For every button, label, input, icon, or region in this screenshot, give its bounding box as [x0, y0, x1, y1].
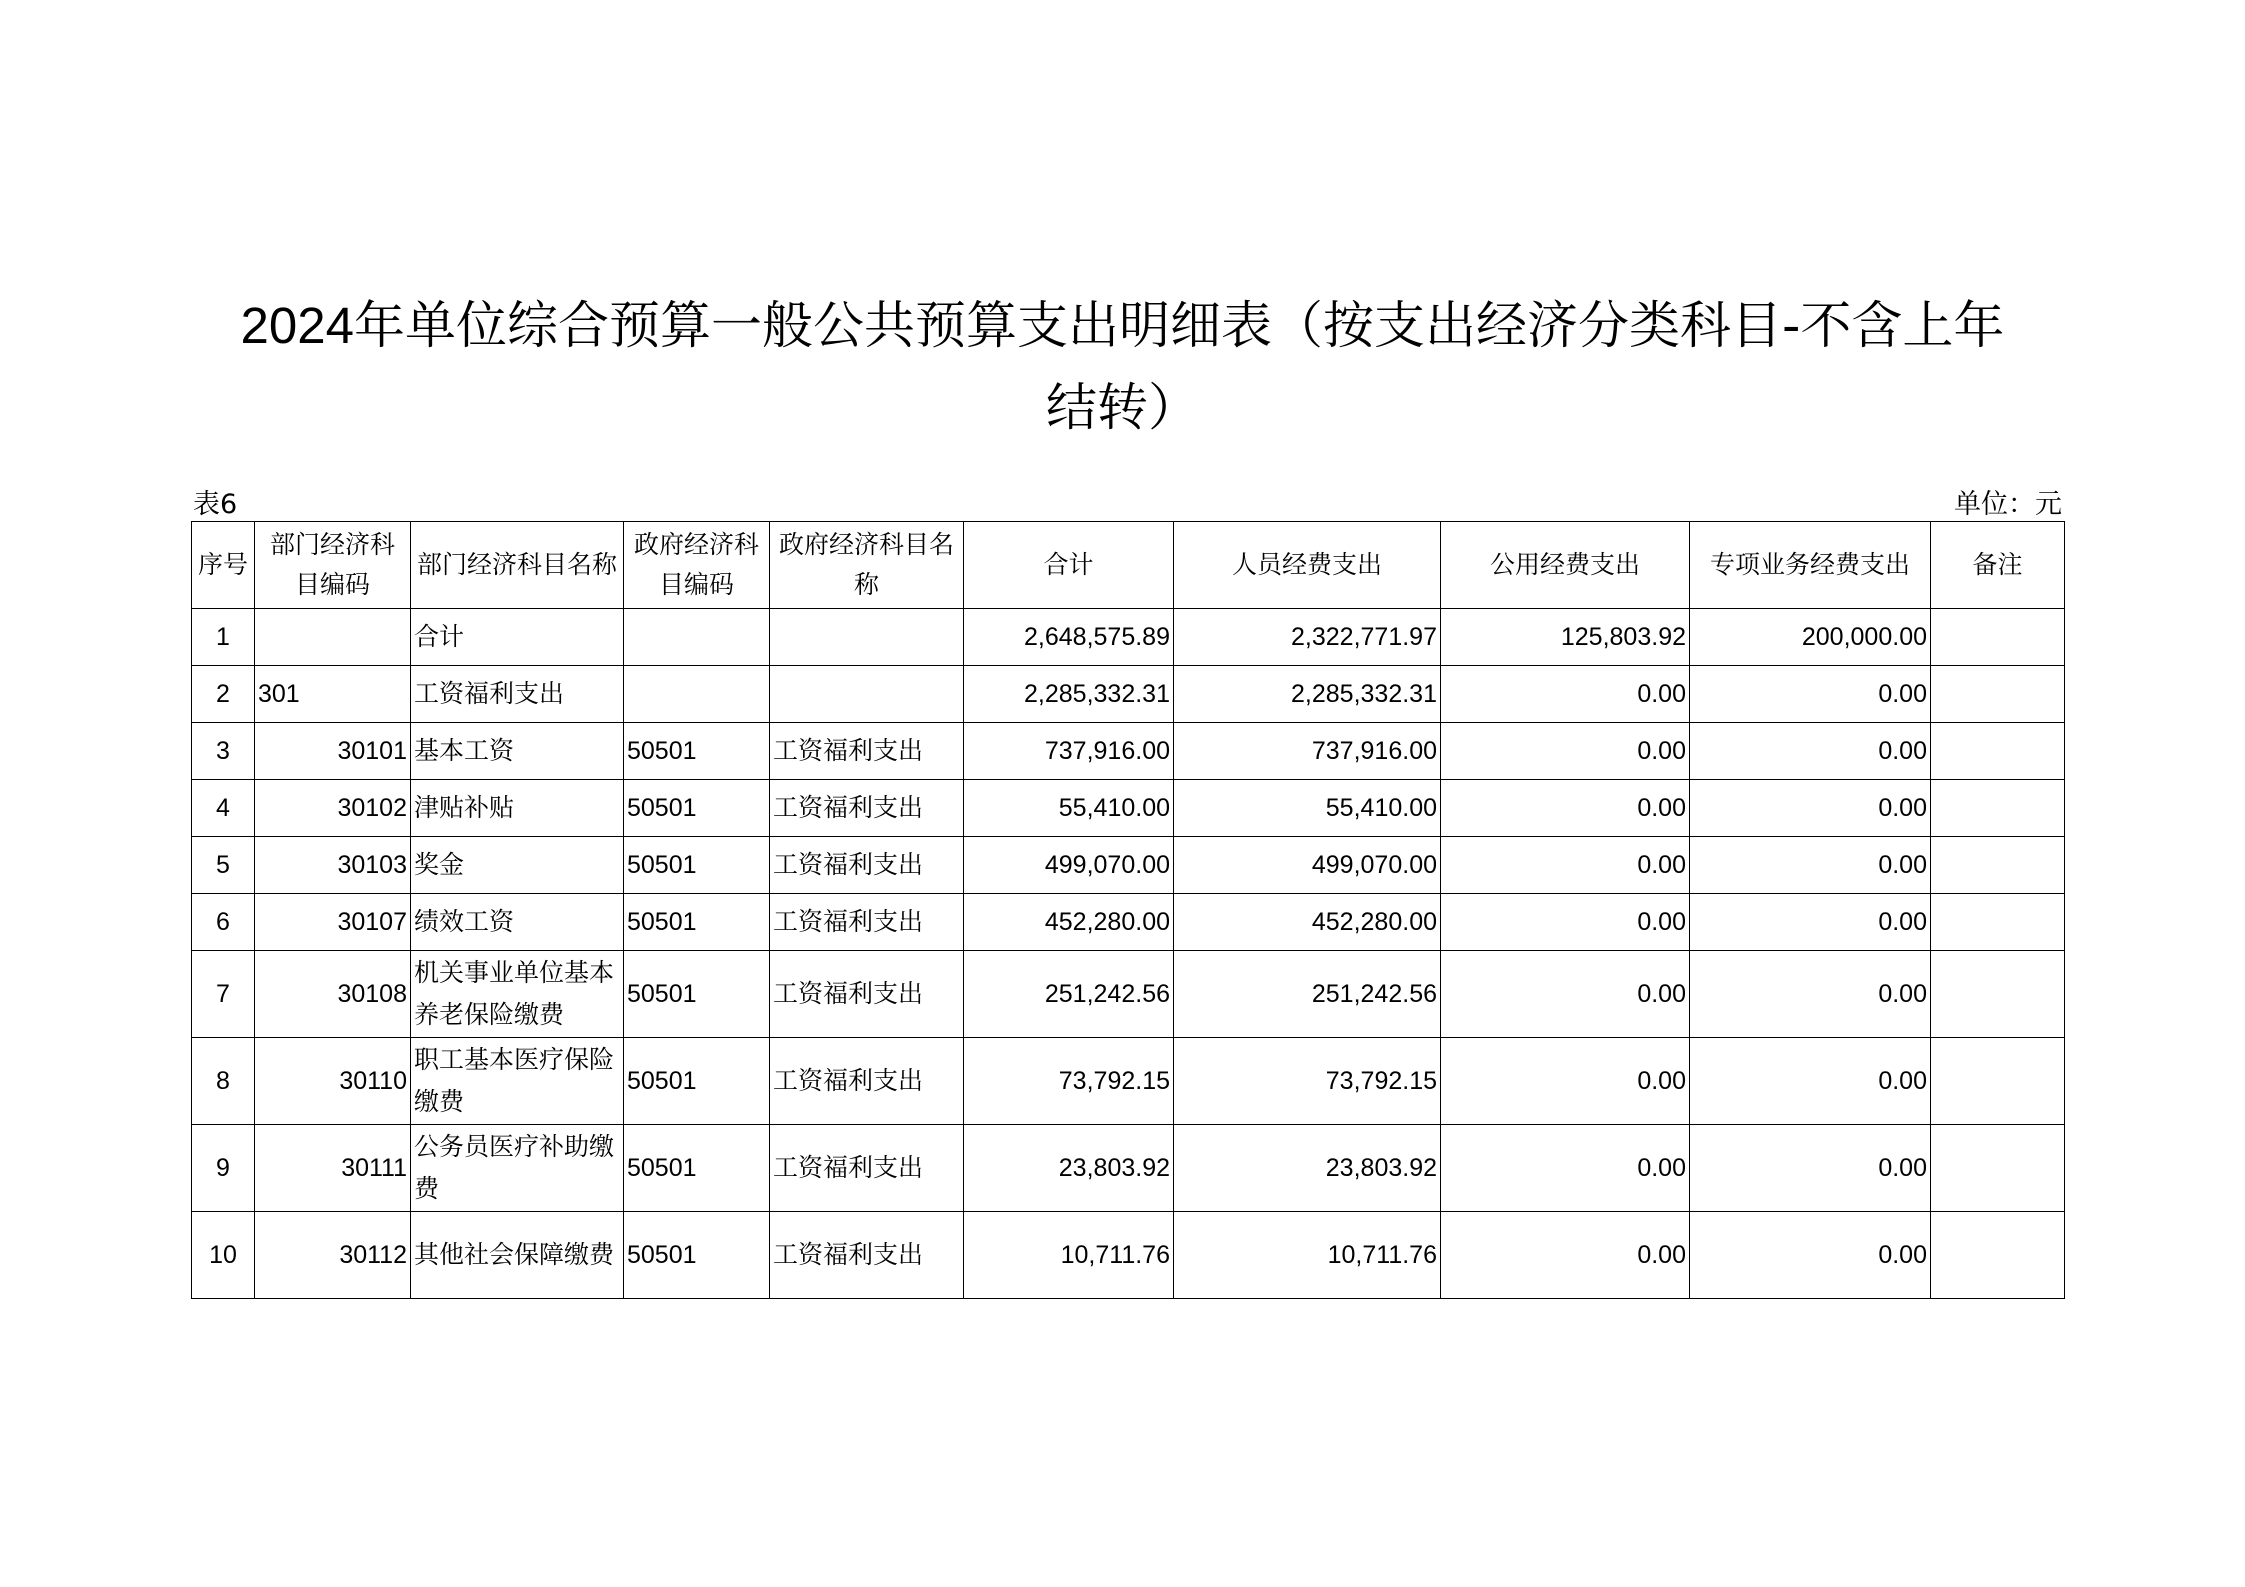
cell-dcode: 30102 — [255, 780, 411, 837]
cell-dname: 其他社会保障缴费 — [411, 1212, 624, 1299]
cell-note — [1931, 666, 2065, 723]
cell-seq: 3 — [192, 723, 255, 780]
cell-dcode: 301 — [255, 666, 411, 723]
cell-seq: 10 — [192, 1212, 255, 1299]
cell-special: 0.00 — [1690, 1212, 1931, 1299]
cell-total: 2,285,332.31 — [964, 666, 1174, 723]
cell-personnel: 2,322,771.97 — [1174, 609, 1441, 666]
cell-special: 0.00 — [1690, 780, 1931, 837]
cell-total: 452,280.00 — [964, 894, 1174, 951]
cell-note — [1931, 951, 2065, 1038]
cell-seq: 2 — [192, 666, 255, 723]
table-row — [192, 837, 2065, 894]
title-text: 年单位综合预算一般公共预算支出明细表（按支出经济分类科目-不含上年 — [354, 297, 2005, 356]
col-header: 合计 — [964, 522, 1174, 609]
table-row — [192, 723, 2065, 780]
cell-special: 0.00 — [1690, 951, 1931, 1038]
cell-gname: 工资福利支出 — [770, 780, 964, 837]
cell-seq: 4 — [192, 780, 255, 837]
cell-gname: 工资福利支出 — [770, 837, 964, 894]
cell-total: 10,711.76 — [964, 1212, 1174, 1299]
cell-total: 499,070.00 — [964, 837, 1174, 894]
col-header: 政府经济科目名称 — [770, 522, 964, 609]
cell-public: 0.00 — [1441, 723, 1690, 780]
table-row — [192, 1125, 2065, 1212]
cell-personnel: 10,711.76 — [1174, 1212, 1441, 1299]
col-header: 专项业务经费支出 — [1690, 522, 1931, 609]
cell-gcode: 50501 — [624, 1038, 770, 1125]
cell-dname: 津贴补贴 — [411, 780, 624, 837]
cell-seq: 9 — [192, 1125, 255, 1212]
cell-special: 0.00 — [1690, 666, 1931, 723]
cell-note — [1931, 723, 2065, 780]
cell-dcode: 30112 — [255, 1212, 411, 1299]
col-header: 人员经费支出 — [1174, 522, 1441, 609]
cell-gcode: 50501 — [624, 723, 770, 780]
cell-seq: 5 — [192, 837, 255, 894]
cell-public: 0.00 — [1441, 951, 1690, 1038]
cell-note — [1931, 609, 2065, 666]
cell-public: 0.00 — [1441, 894, 1690, 951]
cell-gcode: 50501 — [624, 1212, 770, 1299]
cell-dcode: 30108 — [255, 951, 411, 1038]
cell-public: 0.00 — [1441, 1125, 1690, 1212]
cell-gname — [770, 666, 964, 723]
table-row — [192, 951, 2065, 1038]
cell-total: 2,648,575.89 — [964, 609, 1174, 666]
col-header: 备注 — [1931, 522, 2065, 609]
cell-dcode — [255, 609, 411, 666]
title-line2: 结转） — [1045, 379, 1199, 438]
cell-seq: 8 — [192, 1038, 255, 1125]
cell-public: 0.00 — [1441, 780, 1690, 837]
cell-dcode: 30111 — [255, 1125, 411, 1212]
cell-special: 0.00 — [1690, 1125, 1931, 1212]
cell-gcode — [624, 609, 770, 666]
cell-gname: 工资福利支出 — [770, 1038, 964, 1125]
cell-seq: 7 — [192, 951, 255, 1038]
cell-dname: 工资福利支出 — [411, 666, 624, 723]
cell-gcode: 50501 — [624, 894, 770, 951]
cell-public: 125,803.92 — [1441, 609, 1690, 666]
table-row — [192, 1038, 2065, 1125]
cell-personnel: 2,285,332.31 — [1174, 666, 1441, 723]
col-header: 部门经济科目名称 — [411, 522, 624, 609]
cell-note — [1931, 1038, 2065, 1125]
cell-dcode: 30103 — [255, 837, 411, 894]
budget-table — [191, 521, 2065, 1299]
cell-seq: 6 — [192, 894, 255, 951]
cell-public: 0.00 — [1441, 666, 1690, 723]
cell-special: 200,000.00 — [1690, 609, 1931, 666]
cell-gcode — [624, 666, 770, 723]
cell-public: 0.00 — [1441, 1038, 1690, 1125]
cell-special: 0.00 — [1690, 894, 1931, 951]
table-row — [192, 609, 2065, 666]
table-row — [192, 894, 2065, 951]
cell-gcode: 50501 — [624, 951, 770, 1038]
title-year: 2024 — [240, 297, 355, 354]
table-number: 表6 — [193, 489, 238, 520]
cell-personnel: 55,410.00 — [1174, 780, 1441, 837]
col-header: 部门经济科目编码 — [255, 522, 411, 609]
cell-dname: 基本工资 — [411, 723, 624, 780]
col-header: 公用经费支出 — [1441, 522, 1690, 609]
cell-total: 55,410.00 — [964, 780, 1174, 837]
cell-special: 0.00 — [1690, 837, 1931, 894]
cell-total: 73,792.15 — [964, 1038, 1174, 1125]
cell-dname: 职工基本医疗保险缴费 — [411, 1038, 624, 1125]
cell-dname: 奖金 — [411, 837, 624, 894]
table-row — [192, 666, 2065, 723]
cell-special: 0.00 — [1690, 723, 1931, 780]
cell-dname: 机关事业单位基本养老保险缴费 — [411, 951, 624, 1038]
cell-dname: 绩效工资 — [411, 894, 624, 951]
cell-dname: 公务员医疗补助缴费 — [411, 1125, 624, 1212]
cell-gcode: 50501 — [624, 837, 770, 894]
unit-label: 单位：元 — [1954, 489, 2062, 520]
cell-note — [1931, 1125, 2065, 1212]
cell-gcode: 50501 — [624, 780, 770, 837]
header-row — [192, 522, 2065, 609]
cell-gname: 工资福利支出 — [770, 1212, 964, 1299]
col-header: 序号 — [192, 522, 255, 609]
cell-personnel: 251,242.56 — [1174, 951, 1441, 1038]
cell-personnel: 452,280.00 — [1174, 894, 1441, 951]
cell-gname: 工资福利支出 — [770, 1125, 964, 1212]
cell-gname: 工资福利支出 — [770, 951, 964, 1038]
cell-dcode: 30110 — [255, 1038, 411, 1125]
cell-gname: 工资福利支出 — [770, 723, 964, 780]
cell-note — [1931, 894, 2065, 951]
cell-personnel: 73,792.15 — [1174, 1038, 1441, 1125]
cell-dcode: 30107 — [255, 894, 411, 951]
table-row — [192, 780, 2065, 837]
cell-total: 23,803.92 — [964, 1125, 1174, 1212]
cell-public: 0.00 — [1441, 837, 1690, 894]
cell-personnel: 737,916.00 — [1174, 723, 1441, 780]
cell-note — [1931, 780, 2065, 837]
cell-gcode: 50501 — [624, 1125, 770, 1212]
cell-note — [1931, 1212, 2065, 1299]
cell-dcode: 30101 — [255, 723, 411, 780]
cell-total: 251,242.56 — [964, 951, 1174, 1038]
cell-seq: 1 — [192, 609, 255, 666]
cell-special: 0.00 — [1690, 1038, 1931, 1125]
cell-gname — [770, 609, 964, 666]
cell-note — [1931, 837, 2065, 894]
table-row — [192, 1212, 2065, 1299]
col-header: 政府经济科目编码 — [624, 522, 770, 609]
cell-dname: 合计 — [411, 609, 624, 666]
cell-public: 0.00 — [1441, 1212, 1690, 1299]
cell-personnel: 23,803.92 — [1174, 1125, 1441, 1212]
page-title — [150, 285, 2095, 450]
cell-personnel: 499,070.00 — [1174, 837, 1441, 894]
cell-total: 737,916.00 — [964, 723, 1174, 780]
cell-gname: 工资福利支出 — [770, 894, 964, 951]
